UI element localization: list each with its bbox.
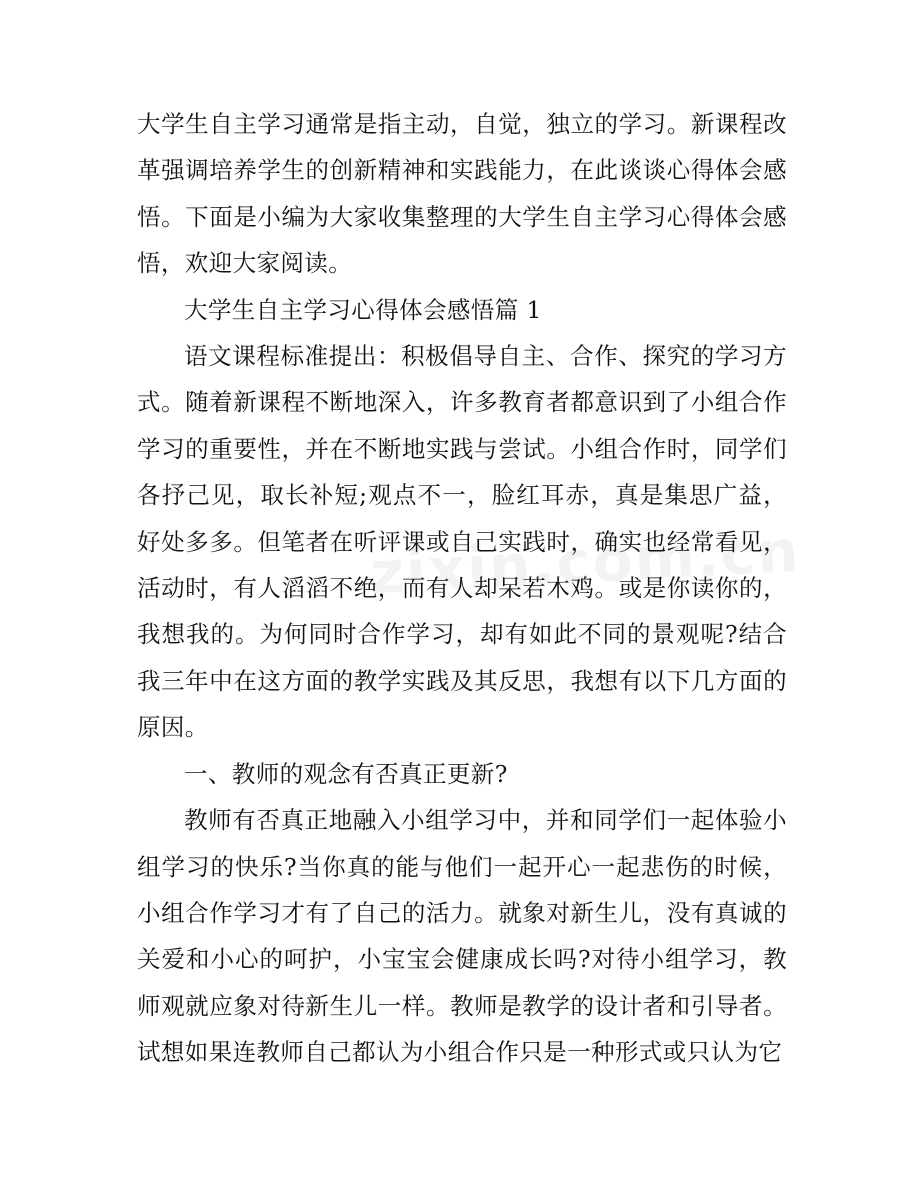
section-title: 大学生自主学习心得体会感悟篇 1 xyxy=(184,295,542,324)
body-paragraph: 教师有否真正地融入小组学习中，并和同学们一起体验小组学习的快乐?当你真的能与他们一起开心一起悲伤的时候，小组合作学习才有了自己的活力。就象对新生儿，没有真诚的关爱和小心的呵护，小宝宝会健康成长吗?对待小组学习，教师观就应象对待新生儿一样。教师是教学的设计者和引导者。试想如果连教师自己都认为小组合作只是一种形式或只认为它 xyxy=(137,806,787,1067)
intro-paragraph: 大学生自主学习通常是指主动，自觉，独立的学习。新课程改革强调培养学生的创新精神和实践能力，在此谈谈心得体会感悟。下面是小编为大家收集整理的大学生自主学习心得体会感悟，欢迎大家阅读。 xyxy=(137,110,787,278)
subsection-heading: 一、教师的观念有否真正更新? xyxy=(184,759,508,788)
body-paragraph: 语文课程标准提出：积极倡导自主、合作、探究的学习方式。随着新课程不断地深入，许多教育者都意识到了小组合作学习的重要性，并在不断地实践与尝试。小组合作时，同学们各抒己见，取长补短;观点不一，脸红耳赤，真是集思广益，好处多多。但笔者在听评课或自己实践时，确实也经常看见，活动时，有人滔滔不绝，而有人却呆若木鸡。或是你读你的，我想我的。为何同时合作学习，却有如此不同的景观呢?结合我三年中在这方面的教学实践及其反思，我想有以下几方面的原因。 xyxy=(137,342,787,742)
document-body xyxy=(137,101,787,1076)
